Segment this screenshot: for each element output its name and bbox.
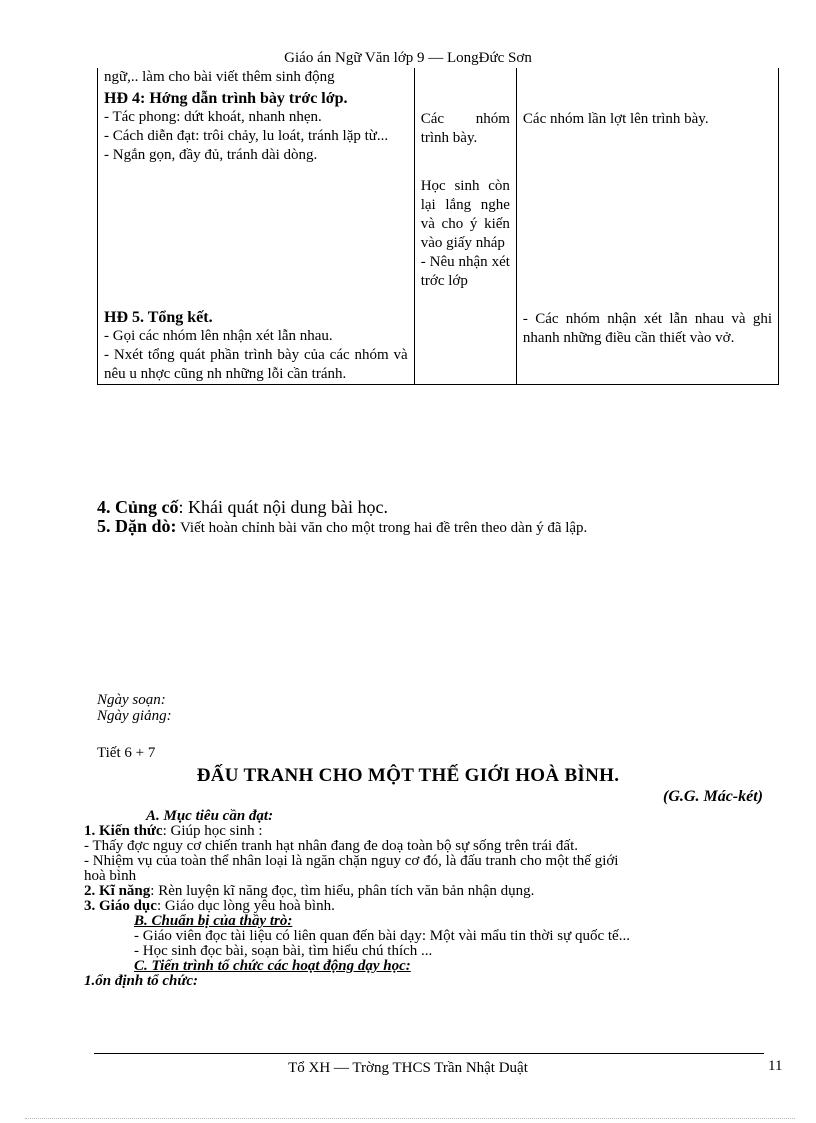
knowledge-bullet-cont: hoà bình bbox=[84, 868, 137, 884]
ngay-giang: Ngày giảng: bbox=[97, 708, 172, 724]
k2-label: 2. Kĩ năng bbox=[84, 883, 151, 899]
k1-label: 1. Kiến thức bbox=[84, 823, 163, 839]
hd5-heading: HĐ 5. Tổng kết. bbox=[104, 309, 213, 326]
skill-line bbox=[84, 884, 789, 899]
knowledge-bullet: - Thấy đợc nguy cơ chiến tranh hạt nhân đang đe doạ toàn bộ sự sống trên trái đất. bbox=[84, 838, 578, 854]
ngay-soan: Ngày soạn: bbox=[97, 692, 166, 708]
dan-do-label: 5. Dặn dò: bbox=[97, 516, 177, 536]
section-b-label: B. Chuẩn bị của thầy trò: bbox=[134, 913, 293, 929]
table-cell bbox=[98, 68, 415, 87]
cell-line: - Nxét tổng quát phần trình bày của các nhóm và nêu u nhợc cũng nh những lỗi cần tránh. bbox=[104, 347, 408, 382]
education-line bbox=[84, 899, 789, 914]
lesson-content bbox=[84, 809, 789, 989]
on-dinh-line: 1.ổn định tổ chức: bbox=[84, 973, 199, 989]
page-header: Giáo án Ngữ Văn lớp 9 — LongĐức Sơn bbox=[284, 50, 532, 66]
lesson-author: (G.G. Mác-két) bbox=[663, 788, 763, 805]
page-footer: Tổ XH — Trờng THCS Trần Nhật Duật bbox=[288, 1060, 528, 1076]
knowledge-line bbox=[84, 824, 789, 839]
tiet-label: Tiết 6 + 7 bbox=[97, 745, 156, 761]
section-c-heading bbox=[84, 959, 789, 974]
summary-dan-do bbox=[97, 516, 587, 537]
cell-line: - Các nhóm nhận xét lẫn nhau và ghi nhanh những điều cần thiết vào vở. bbox=[522, 311, 772, 346]
section-a-label: A. Mục tiêu cần đạt: bbox=[146, 808, 274, 824]
dan-do-text: Viết hoàn chỉnh bài văn cho một trong hai đề trên theo dàn ý đã lập. bbox=[176, 520, 588, 536]
hd4-heading: HĐ 4: Hớng dẫn trình bày trớc lớp. bbox=[104, 90, 348, 107]
table-cell bbox=[414, 165, 516, 385]
cell-line: - Ngắn gọn, đầy đủ, tránh dài dòng. bbox=[104, 147, 318, 163]
k3-text: : Giáo dục lòng yêu hoà bình. bbox=[156, 898, 335, 914]
cell-line: - Tác phong: dứt khoát, nhanh nhẹn. bbox=[104, 109, 322, 125]
k2-text: : Rèn luyện kĩ năng đọc, tìm hiểu, phân tích văn bản nhận dụng. bbox=[150, 883, 535, 899]
cung-co-label: 4. Củng cố bbox=[97, 497, 179, 517]
table-cell bbox=[516, 87, 778, 165]
section-c-label: C. Tiến trình tổ chức các hoạt động dạy học: bbox=[134, 958, 411, 974]
table-cell bbox=[414, 87, 516, 165]
section-b-heading bbox=[84, 914, 789, 929]
table-cell bbox=[414, 68, 516, 87]
cell-line: ngữ,.. làm cho bài viết thêm sinh động bbox=[104, 69, 335, 85]
prep-bullet: - Học sinh đọc bài, soạn bài, tìm hiểu chú thích ... bbox=[134, 943, 433, 959]
cell-line: Học sinh còn lại lắng nghe và cho ý kiến vào giấy nháp bbox=[420, 178, 510, 251]
cell-line: Các nhóm lần lợt lên trình bày. bbox=[522, 111, 709, 127]
lesson-table bbox=[97, 68, 779, 385]
cell-line: Các nhóm trình bày. bbox=[420, 111, 510, 146]
cung-co-text: : Khái quát nội dung bài học. bbox=[178, 497, 388, 517]
prep-bullet: - Giáo viên đọc tài liệu có liên quan đến bài dạy: Một vài mẩu tin thời sự quốc tế... bbox=[134, 928, 630, 944]
page-edge-divider bbox=[25, 1118, 795, 1119]
table-cell bbox=[98, 165, 415, 385]
table-cell bbox=[516, 165, 778, 385]
table-cell bbox=[98, 87, 415, 165]
lesson-title: ĐẤU TRANH CHO MỘT THẾ GIỚI HOÀ BÌNH. bbox=[196, 765, 620, 786]
cell-line: - Nêu nhận xét trớc lớp bbox=[420, 254, 510, 289]
k3-label: 3. Giáo dục bbox=[84, 898, 157, 914]
cell-line: - Gọi các nhóm lên nhận xét lẫn nhau. bbox=[104, 328, 333, 344]
summary-cung-co bbox=[97, 497, 388, 518]
footer-rule bbox=[94, 1053, 764, 1054]
page-number: 11 bbox=[768, 1058, 783, 1074]
table-cell bbox=[516, 68, 778, 87]
section-a-heading bbox=[84, 809, 789, 824]
knowledge-bullet: - Nhiệm vụ của toàn thể nhân loại là ngăn chặn nguy cơ đó, là đấu tranh cho một thế giới bbox=[84, 853, 619, 869]
k1-text: : Giúp học sinh : bbox=[162, 823, 263, 839]
cell-line: - Cách diễn đạt: trôi chảy, lu loát, tránh lặp từ... bbox=[104, 128, 389, 144]
